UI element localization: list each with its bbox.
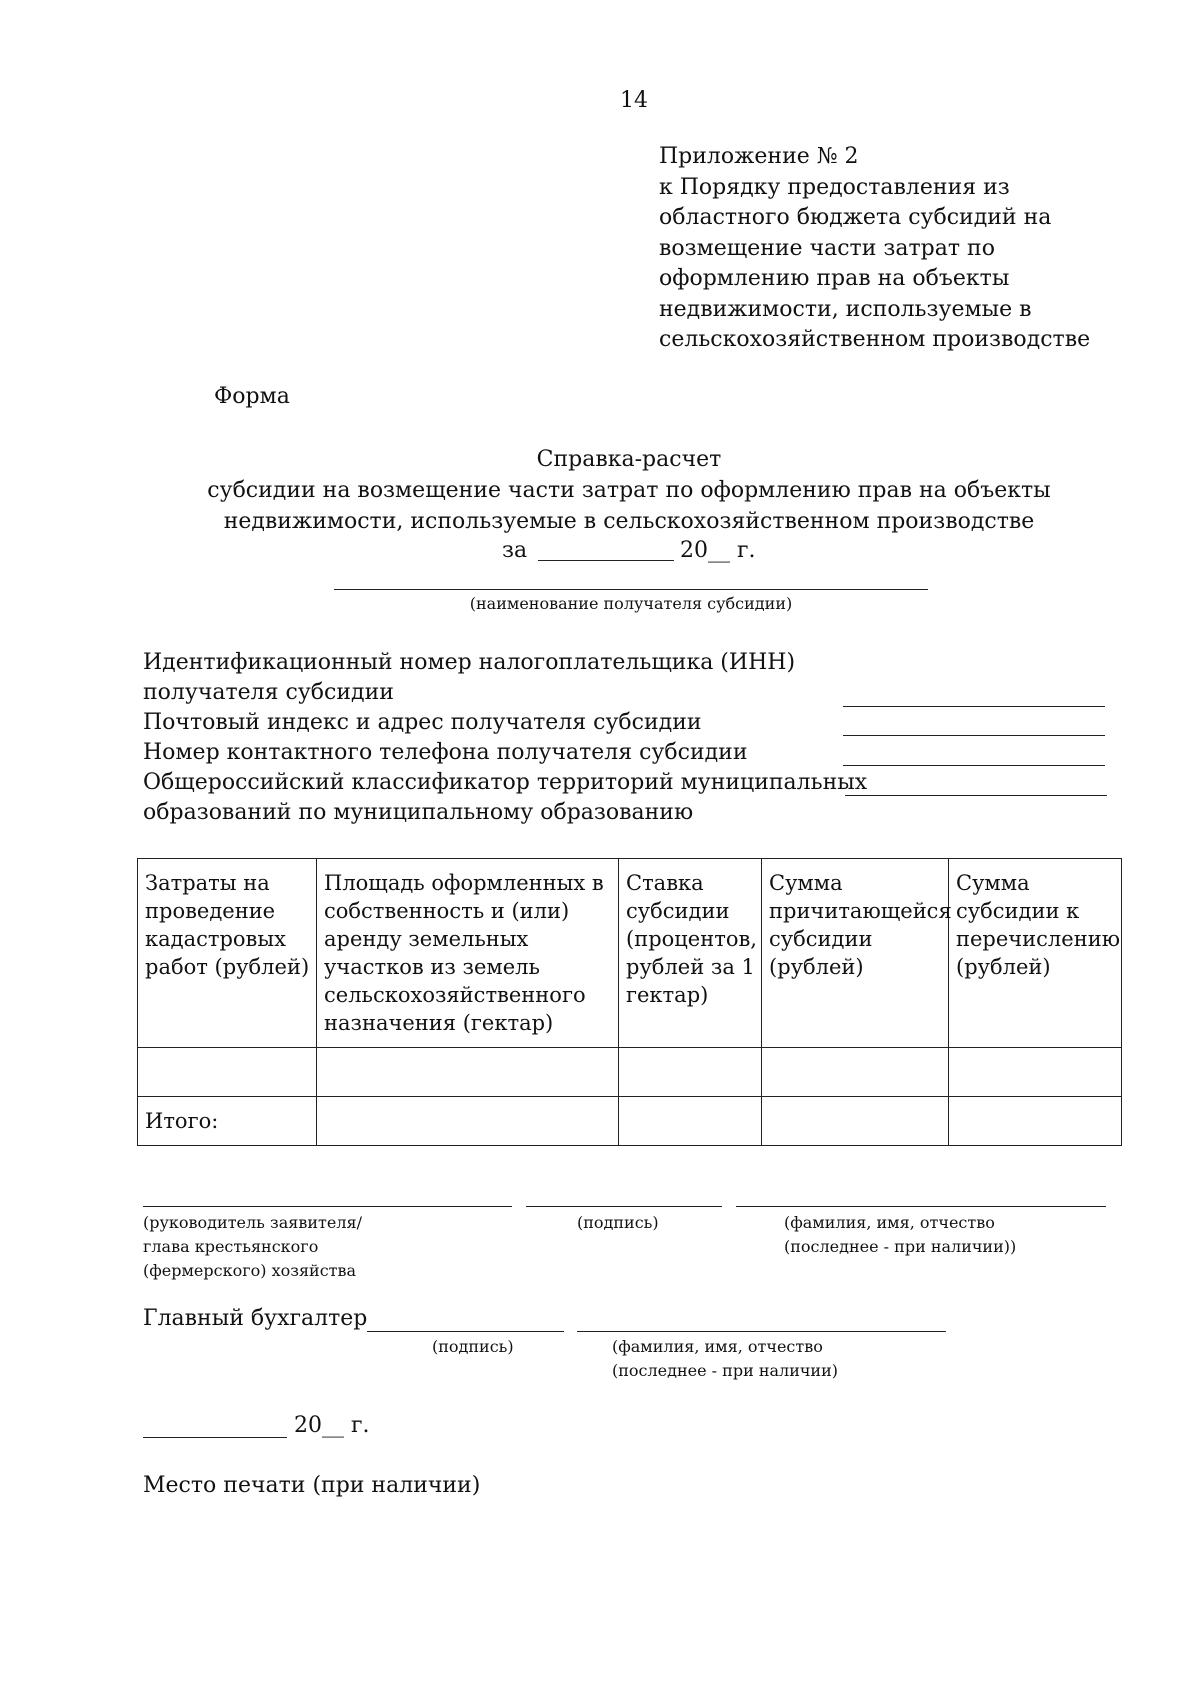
appendix-line: возмещение части затрат по [659, 235, 995, 261]
oktmo-field-line[interactable] [845, 795, 1107, 796]
table-cell[interactable] [317, 1097, 619, 1146]
oktmo-label-line2: образований по муниципальному образованию [143, 800, 694, 825]
inn-field-line[interactable] [843, 706, 1105, 707]
address-field-line[interactable] [843, 735, 1105, 736]
table-header-row [138, 859, 1122, 1048]
appendix-title: Приложение № 2 [659, 144, 859, 169]
table-cell[interactable] [949, 1097, 1122, 1146]
recipient-caption: (наименование получателя субсидии) [469, 594, 793, 613]
head-caption-line: глава крестьянского [143, 1237, 319, 1256]
table-cell[interactable] [619, 1048, 762, 1097]
table-cell[interactable] [317, 1048, 619, 1097]
period-prefix: за [502, 538, 528, 563]
fio-caption-line: (последнее - при наличии)) [784, 1237, 1017, 1256]
calculation-table [137, 858, 1122, 1146]
head-caption-line: (фермерского) хозяйства [143, 1261, 357, 1280]
address-label: Почтовый индекс и адрес получателя субсидии [143, 710, 702, 735]
appendix-line: к Порядку предоставления из [659, 174, 1010, 200]
chief-accountant-label: Главный бухгалтер [143, 1306, 368, 1331]
heading-title: Справка-расчет [536, 447, 722, 472]
total-label: Итого: [138, 1097, 317, 1146]
form-label: Форма [214, 384, 290, 409]
signature-caption: (подпись) [577, 1213, 659, 1232]
table-cell[interactable] [762, 1097, 949, 1146]
accountant-fio-caption-line: (последнее - при наличии) [612, 1361, 838, 1380]
document-heading [137, 444, 1121, 537]
heading-line: субсидии на возмещение части затрат по оформлению прав на объекты [207, 478, 1051, 503]
period-blank[interactable] [538, 560, 674, 561]
header-cell-due-amount: Сумма причитающейся субсидии (рублей) [762, 859, 949, 1048]
head-signature-name-line[interactable] [143, 1206, 512, 1207]
period-year: 20__ г. [680, 538, 756, 563]
table-cell[interactable] [762, 1048, 949, 1097]
stamp-place: Место печати (при наличии) [143, 1473, 481, 1498]
table-row [138, 1048, 1122, 1097]
phone-field-line[interactable] [843, 765, 1105, 766]
accountant-fio-line[interactable] [577, 1331, 946, 1332]
appendix-line: недвижимости, используемые в [659, 296, 1032, 322]
accountant-fio-caption [612, 1335, 838, 1383]
date-year: 20__ г. [294, 1413, 370, 1438]
page-number: 14 [620, 88, 648, 113]
header-cell-costs: Затраты на проведение кадастровых работ (рублей) [138, 859, 317, 1048]
table-total-row [138, 1097, 1122, 1146]
recipient-name-line[interactable] [334, 589, 928, 590]
head-caption [143, 1211, 362, 1283]
accountant-signature-line[interactable] [367, 1331, 564, 1332]
appendix-line: оформлению прав на объекты [659, 266, 1010, 291]
oktmo-label-line1: Общероссийский классификатор территорий муниципальных [143, 770, 868, 795]
appendix-block [659, 142, 1090, 356]
appendix-line: сельскохозяйственном производстве [659, 327, 1091, 352]
table-cell[interactable] [138, 1048, 317, 1097]
head-signature-line[interactable] [526, 1206, 722, 1207]
table-cell[interactable] [949, 1048, 1122, 1097]
accountant-signature-caption: (подпись) [432, 1337, 514, 1356]
header-cell-area: Площадь оформленных в собственность и (или) аренду земельных участков из земель сельскохозяйственного назначения (гектар) [317, 859, 619, 1048]
header-cell-rate: Ставка субсидии (процентов, рублей за 1 гектар) [619, 859, 762, 1048]
inn-label-line2: получателя субсидии [143, 680, 394, 705]
phone-label: Номер контактного телефона получателя субсидии [143, 740, 748, 765]
fio-caption [784, 1211, 1016, 1259]
table-cell[interactable] [619, 1097, 762, 1146]
head-fio-line[interactable] [736, 1206, 1106, 1207]
header-cell-transfer-amount: Сумма субсидии к перечислению (рублей) [949, 859, 1122, 1048]
date-blank[interactable] [143, 1437, 287, 1438]
accountant-fio-caption-line: (фамилия, имя, отчество [612, 1337, 823, 1356]
appendix-line: областного бюджета субсидий на [659, 205, 1052, 230]
inn-label-line1: Идентификационный номер налогоплательщика (ИНН) [143, 650, 796, 675]
head-caption-line: (руководитель заявителя/ [143, 1213, 362, 1232]
heading-line: недвижимости, используемые в сельскохозяйственном производстве [223, 509, 1035, 534]
fio-caption-line: (фамилия, имя, отчество [784, 1213, 995, 1232]
